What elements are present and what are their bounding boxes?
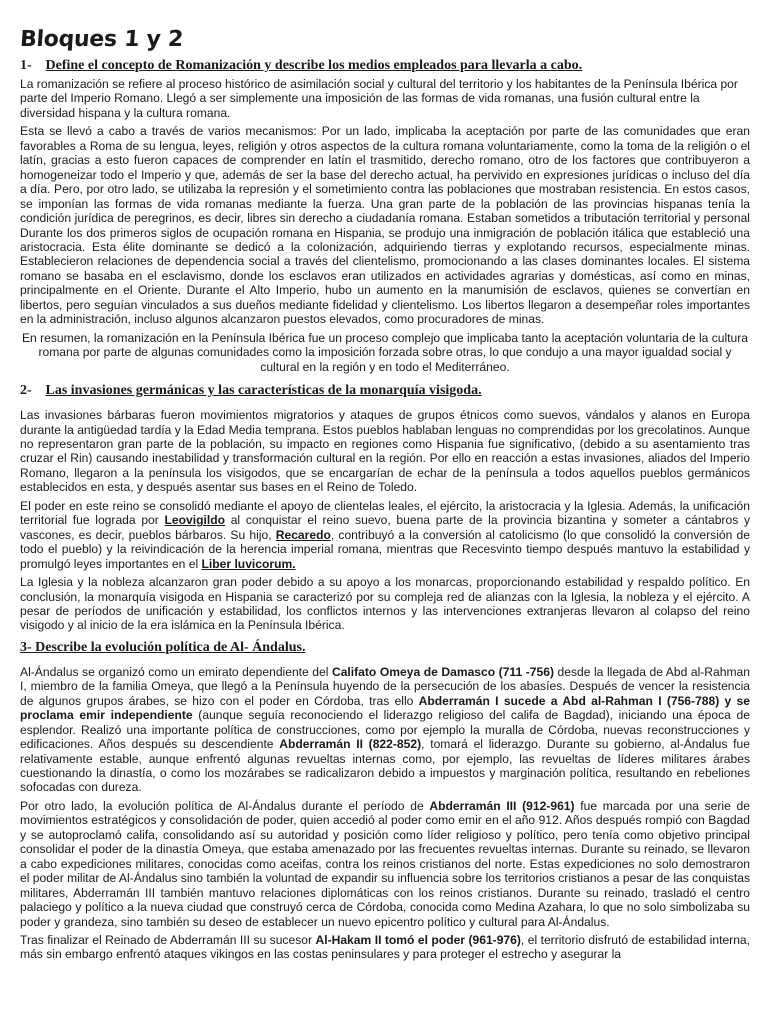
section-heading-text: Las invasiones germánicas y las características de la monarquía visigoda. xyxy=(45,383,482,399)
text-run: , el territorio disfrutó de estabilidad interna, más sin embargo enfrentó ataques vikingos en las costas peninsulares y para proteger el estrecho y asegurar la xyxy=(20,933,751,962)
emphasis-al-hakam-ii: Al-Hakam II tomó el poder (961-976) xyxy=(315,933,521,948)
emphasis-abderraman-iii: Abderramán III (912-961) xyxy=(429,798,575,813)
section-heading-text: 3- Describe la evolución política de Al- Ándalus. xyxy=(20,639,306,655)
section-number: 2- xyxy=(20,383,32,399)
emphasis-califato: Califato Omeya de Damasco (711 -756) xyxy=(331,664,554,679)
paragraph xyxy=(20,499,750,571)
emphasis-recaredo: Recaredo xyxy=(275,527,331,542)
document-title: Bloques 1 y 2 xyxy=(19,27,184,52)
emphasis-abderraman-ii: Abderramán II (822-852) xyxy=(279,737,422,752)
text-run: El poder en este reino se consolidó mediante el apoyo de clientelas leales, el ejército, la aristocracia y la Iglesia. Además, la unificación territorial fue lograda por xyxy=(20,498,750,528)
section-al-andalus xyxy=(20,639,750,962)
section-invasiones xyxy=(20,382,750,633)
text-run: al conquistar el reino suevo, buena parte de la provincia bizantina y someter a cántabros y vascones, es decir, pueblos bárbaros. Su hijo, xyxy=(20,513,750,542)
section-romanizacion xyxy=(20,57,750,374)
paragraph: Las invasiones bárbaras fueron movimientos migratorios y ataques de grupos étnicos como suevos, vándalos y alanos en Europa durante la antigüedad tardía y la Edad Media temprana. Estos pueblos hablaban lenguas no comprendidas por los grecolatinos. Aunque no representaron gran parte de la población, su impacto en regiones como Hispania fue significativo, (debido a su asentamiento tras cruzar el Rin) causando inestabilidad y transformación cultural en la región. Por ello en reacción a estas invasiones, aliados del Imperio Romano, llegaron a la península los visigodos, que se encargarían de echar de la península a todos aquellos pueblos germánicos establecidos en esta, y después asentar sus bases en el Reino de Toledo. xyxy=(20,408,750,495)
text-run: (aunque seguía reconociendo el liderazgo religioso del califa de Bagdad), iniciando una época de esplendor. Realizó una importante política de construcciones, como por ejemplo la muralla de Córdoba, nuevas reconstrucciones y edificaciones. Años después su descendiente xyxy=(20,708,750,752)
paragraph: La Iglesia y la nobleza alcanzaron gran poder debido a su apoyo a los monarcas, proporcionando estabilidad y respaldo político. En conclusión, la monarquía visigoda en Hispania se caracterizó por su compleja red de alianzas con la Iglesia, la nobleza y el ejército. A pesar de períodos de unificación y estabilidad, los conflictos internos y las intervenciones extranjeras llevaron al colapso del reino visigodo y al inicio de la era islámica en la Península Ibérica. xyxy=(20,575,750,633)
emphasis-abderraman-i: Abderramán I sucede a Abd al-Rahman I (756-788) y se proclama emir independiente xyxy=(20,693,750,723)
emphasis-leovigildo: Leovigildo xyxy=(164,513,225,528)
section-heading xyxy=(20,382,750,399)
paragraph xyxy=(20,799,750,929)
text-run: , tomará el liderazgo. Durante su gobierno, al-Ándalus fue relativamente estable, aunque enfrentó algunas revueltas internas como, por ejemplo, las revueltas de líderes militares árabes cuestionando la dinastía, o como los mozárabes se radicalizaron debido a impuestos y marginación política, resultando en rebeliones sofocadas con dureza. xyxy=(20,737,750,795)
paragraph: Esta se llevó a cabo a través de varios mecanismos: Por un lado, implicaba la aceptación por parte de las comunidades que eran favorables a Roma de su lengua, leyes, religión y otros aspectos de la cultura romana voluntariamente, como la toma de la religión o el latín, gracias a esto fueron capaces de comprender en latín el trasmitido, derecho romano, otro de los factores que contribuyeron a homogeneizar todo el Imperio y que, además de ser la base del derecho actual, ha pervivido en expresiones jurídicas o incluso del día a día. Pero, por otro lado, se utilizaba la represión y el sometimiento contra las poblaciones que mostraban resistencia. En estos casos, se imponían las formas de vida romanas mediante la fuerza. Una gran parte de la población de las provincias hispanas tenía la condición jurídica de peregrinos, es decir, libres sin derecho a ciudadanía romana. Estaban sometidos a tributación territorial y personal Durante los dos primeros siglos de ocupación romana en Hispania, se produjo una inmigración de población itálica que estableció una aristocracia. Esta élite dominante se dedicó a la colonización, adquiriendo tierras y explotando recursos, especialmente minas. Establecieron relaciones de dependencia social a través del clientelismo, promocionando a las clases dominantes locales. El sistema romano se basaba en el esclavismo, donde los esclavos eran utilizados en actividades agrarias y domésticas, así como en minas, principalmente en el Oriente. Durante el Alto Imperio, hubo un aumento en la manumisión de esclavos, quienes se convertían en libertos, pero seguían vinculados a sus dueños mediante fidelidad y clientelismo. Los libertos llegaron a desempeñar roles importantes en la administración, incluso algunos alcanzaron puestos elevados, como procuradores de minas. xyxy=(20,124,750,327)
paragraph: La romanización se refiere al proceso histórico de asimilación social y cultural del territorio y los habitantes de la Península Ibérica por parte del Imperio Romano. Llegó a ser simplemente una imposición de las formas de vida romanas, una fusión cultural entre la diversidad hispana y la cultura romana. xyxy=(20,77,738,120)
text-run: Tras finalizar el Reinado de Abderramán III su sucesor xyxy=(20,933,316,948)
section-number: 1- xyxy=(20,58,32,73)
emphasis-liber: Liber luvicorum. xyxy=(201,556,296,571)
section-heading xyxy=(20,639,750,656)
paragraph-summary: En resumen, la romanización en la Península Ibérica fue un proceso complejo que implicaba tanto la aceptación voluntaria de la cultura romana por parte de algunas comunidades como la imposición forzada sobre otras, lo que condujo a una mayor igualdad social y cultural en la región y en todo el Mediterráneo. xyxy=(21,330,749,374)
section-heading xyxy=(20,57,750,74)
text-run: fue marcada por una serie de movimientos estratégicos y consolidación de poder, quien accedió al poder como emir en el año 912. Años después rompió con Bagdad y se autoproclamó califa, consolidando así su autoridad y posición como líder religioso y político, pero tenía como objetivo principal consolidar el poder de la dinastía Omeya, que estaba amenazado por las frecuentes revueltas internas. Durante su reinado, se llevaron a cabo expediciones militares, conocidas como aceifas, contra los reinos cristianos del norte. Estas expediciones no solo demostraron el poder militar de Al-Ándalus sino también la voluntad de expandir su influencia sobre los territorios cristianos a pesar de las conquistas militares, Abderramán III también mantuvo relaciones diplomáticas con los reinos cristianos. Durante su reinado, trasladó el centro palaciego y político a la nueva ciudad que construyó cerca de Córdoba, conocida como Medina Azahara, lo que no solo simbolizaba su poder y grandeza, sino también su deseo de establecer un nuevo epicentro político y cultural para Al-Ándalus. xyxy=(20,798,750,929)
paragraph xyxy=(20,665,750,795)
section-heading-text: Define el concepto de Romanización y describe los medios empleados para llevarla a cabo. xyxy=(45,58,583,73)
text-run: desde la llegada de Abd al-Rahman I, miembro de la familia Omeya, que llegó a la Península huyendo de la persecución de los abasíes. Después de vencer la resistencia de algunos grupos árabes, se hizo con el poder en Córdoba, tras ello xyxy=(20,664,750,708)
paragraph xyxy=(20,933,750,962)
text-run: Por otro lado, la evolución política de Al-Ándalus durante el período de xyxy=(20,798,430,813)
text-run: , contribuyó a la conversión al catolicismo (lo que consolidó la conversión de todo el pueblo) y la reivindicación de la herencia imperial romana, mientras que Recesvinto tiempo después mantuvo la estabilidad y promulgó leyes importantes en el xyxy=(20,527,750,571)
text-run: Al-Ándalus se organizó como un emirato dependiente del xyxy=(20,664,332,679)
